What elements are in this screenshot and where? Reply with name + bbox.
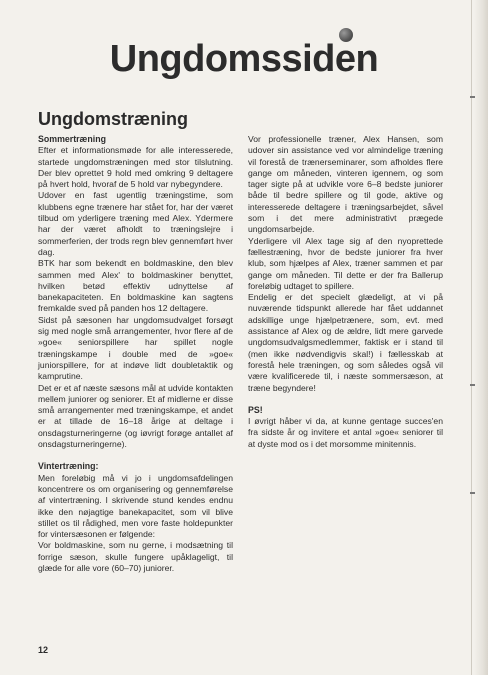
binding-edge [474,0,488,675]
paragraph: Vor boldmaskine, som nu gerne, i modsætning til forrige sæson, skulle fungere upåklageligt, til glæde for alle vore (60–70) juniorer. [38,540,233,573]
binding-mark [470,96,475,98]
right-column [248,134,443,450]
paragraph: Vor professionelle træner, Alex Hansen, som udover sin assistance ved vor almindelige træning vil forestå de trænerseminarer, som afholdes flere gange om måneden, vinteren igennem, og som tager sigte på at udvikle vore 6–8 bedste juniorer både til bedre spillere og til gode, aktive og interesserede deltagere i træningsarbejdet, såvel som i det mere administrativt prægede ungdomsarbejde. [248,134,443,235]
spacer [248,394,443,405]
left-column [38,134,233,574]
subhead-vintertraening: Vintertræning: [38,461,99,472]
paragraph: Sidst på sæsonen har ungdomsudvalget forsøgt sig med nogle små arrangementer, hvor flere af de »goe« seniorspillere har spillet nogle træningskampe i double med de »goe« juniorspillere, for at indøve lidt doubletaktik og kamprutine. [38,314,233,382]
paragraph: Yderligere vil Alex tage sig af den nyoprettede fællestræning, hvor de bedste juniorer fra hver klub, som hjælpes af Alex, træner sammen et par gange om måneden. Til dette er der fra Ballerup foreløbig udtaget to spillere. [248,235,443,291]
masthead-title: Ungdomssiden [109,38,379,80]
page-number: 12 [38,645,49,655]
subhead-sommertraening: Sommertræning [38,134,106,144]
paragraph: BTK har som bekendt en boldmaskine, den blev sammen med Alex' to boldmaskiner benyttet, hvilken betød effektiv udnyttelse af banekapaciteten. En boldmaskine kan sagtens fremkalde sved på panden hos 12 deltagere. [38,258,233,314]
paragraph: Udover en fast ugentlig træningstime, som klubbens egne trænere har stået for, har der været tilbud om yderligere træning med Alex. Ydermere har der været afholdt to træningslejre i sommerferien, der trods regn blev gennemført hver dag. [38,190,233,257]
paragraph: Endelig er det specielt glædeligt, at vi på nuværende tidspunkt allerede har fået uddannet adskillige unge hjælpetrænere, som, evt. med assistance af Alex og de ældre, lidt mere garvede ungdomsudvalgsmedlemmer, faktisk er i stand til (men ikke nødvendigvis skal!) i fællesskab at forestå hele træningen, og som således også vil være kvalificerede til, i næste sommersæson, at træne begyndere! [248,292,443,393]
paragraph: Efter et informationsmøde for alle interesserede, startede ungdomstræningen med stor tilslutning. Der blev oprettet 9 hold med omkring 9 deltagere på hvert hold, hvoraf de 5 hold var nybegyndere. [38,145,233,190]
paragraph: Det er et af næste sæsons mål at udvide kontakten mellem juniorer og seniorer. Et af midlerne er disse små arrangementer med træningskampe, et andet er at tillade de 16–18 årige at deltage i onsdagsturneringerne (og iøvrigt forøge antallet af onsdagsturneringerne). [38,382,233,450]
binding-mark [470,384,475,386]
spacer [38,450,233,461]
paragraph: Men foreløbig må vi jo i ungdomsafdelingen koncentrere os om organisering og gennemførelse af vintertræning. I skrivende stund kendes endnu ikke den nøjagtige banekapacitet, som vil blive stillet os til rådighed, men vore faste holdepunkter for vintersæsonen er følgende: [38,472,233,540]
subhead-ps: PS! [248,404,263,415]
section-title: Ungdomstræning [38,109,188,129]
binding-mark [470,492,475,494]
paragraph: I øvrigt håber vi da, at kunne gentage succes'en fra sidste år og invitere et antal »goe« seniorer til at dyste mod os i det morsomme minitennis. [248,416,443,449]
binding-line [471,0,472,675]
